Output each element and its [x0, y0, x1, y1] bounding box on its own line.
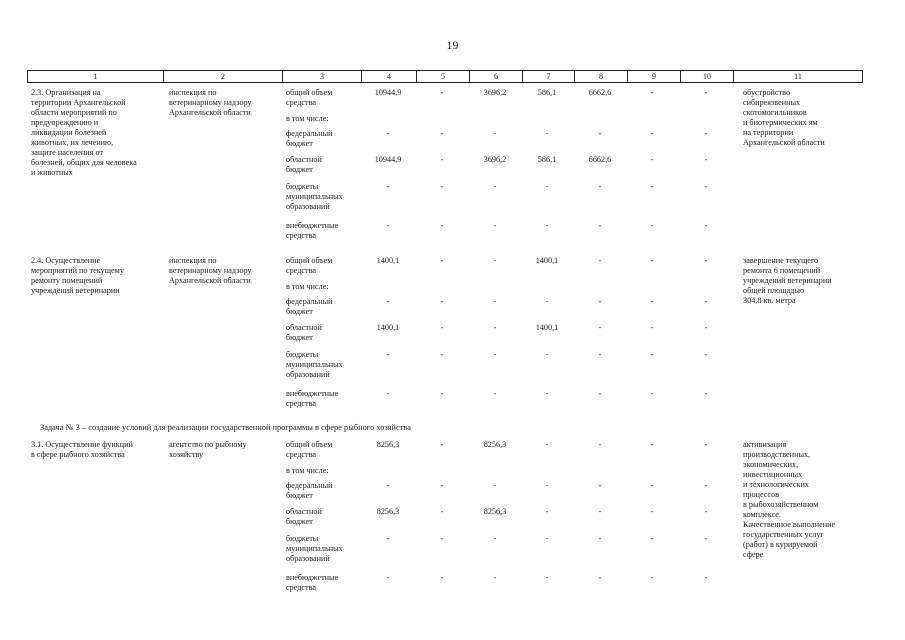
funding-value: -	[386, 350, 390, 359]
funding-value: -	[545, 389, 549, 398]
funding-value: -	[650, 155, 654, 164]
funding-value: -	[704, 182, 708, 191]
funding-value: -	[598, 182, 602, 191]
funding-value: -	[386, 129, 390, 138]
funding-value: -	[598, 389, 602, 398]
page-number: 19	[446, 38, 459, 52]
funding-source-label: федеральный бюджет	[286, 129, 333, 148]
event-description: 3.1. Осуществление функций в сфере рыбного хозяйства	[31, 440, 133, 459]
funding-value: 8256,3	[376, 507, 400, 516]
funding-value: -	[493, 297, 497, 306]
event-description: 2.4. Осуществление мероприятий по текущему ремонту помещений учреждений ветеринарии	[31, 256, 124, 295]
funding-value: -	[440, 182, 444, 191]
funding-value: -	[650, 129, 654, 138]
funding-value: 586,1	[537, 155, 557, 164]
funding-value: -	[440, 389, 444, 398]
funding-source-label: общий объем средства	[286, 88, 333, 107]
executor-name: инспекция по ветеринарному надзору Архангельской области	[169, 88, 252, 117]
funding-value: -	[704, 297, 708, 306]
funding-value: 1400,1	[535, 256, 559, 265]
funding-value: 586,1	[537, 88, 557, 97]
funding-value: -	[704, 350, 708, 359]
funding-source-label: областной бюджет	[286, 323, 322, 342]
funding-source-label: внебюджетные средства	[286, 221, 339, 240]
funding-source-label: общий объем средства	[286, 440, 333, 459]
event-description: 2.3. Организация на территории Архангельской области мероприятий по предупреждению и ликвидации болезней животных, их лечению, защите населения от болезней, общих для человека и животных	[31, 88, 137, 177]
column-header-9: 9	[628, 71, 681, 82]
funding-value: -	[650, 440, 654, 449]
executor-name: инспекция по ветеринарному надзору Архангельской области	[169, 256, 252, 285]
funding-value: -	[650, 323, 654, 332]
funding-value: -	[545, 350, 549, 359]
funding-source-label: областной бюджет	[286, 155, 322, 174]
column-header-5: 5	[417, 71, 470, 82]
funding-value: 3696,2	[483, 155, 507, 164]
funding-value: -	[598, 297, 602, 306]
funding-value: -	[440, 155, 444, 164]
funding-value: 1400,1	[535, 323, 559, 332]
funding-value: -	[598, 507, 602, 516]
funding-value: -	[545, 507, 549, 516]
funding-value: -	[650, 221, 654, 230]
task-heading: Задача № 3 – создание условий для реализации государственной программы в сфере рыбного хозяйства	[40, 423, 411, 432]
funding-value: 1400,1	[376, 256, 400, 265]
expected-result: обустройство сибиреязвенных скотомогильников и биотермических ям на территории Архангельской области	[743, 88, 825, 147]
funding-value: -	[650, 507, 654, 516]
funding-value: -	[598, 573, 602, 582]
funding-value: -	[650, 389, 654, 398]
funding-value: -	[704, 323, 708, 332]
funding-value: -	[704, 129, 708, 138]
funding-value: -	[650, 88, 654, 97]
funding-value: -	[598, 129, 602, 138]
funding-value: -	[440, 297, 444, 306]
funding-value: -	[493, 350, 497, 359]
column-header-row	[27, 70, 863, 83]
funding-value: -	[440, 481, 444, 490]
funding-value: -	[598, 481, 602, 490]
funding-value: -	[440, 534, 444, 543]
funding-value: -	[493, 481, 497, 490]
column-header-6: 6	[470, 71, 523, 82]
funding-value: -	[386, 573, 390, 582]
funding-value: -	[650, 534, 654, 543]
expected-result: завершение текущего ремонта 6 помещений учреждений ветеринарии общей площадью 304,8 кв. метра	[743, 256, 832, 305]
executor-name: агентство по рыбному хозяйству	[169, 440, 247, 459]
funding-source-label: внебюджетные средства	[286, 573, 339, 592]
funding-value: -	[440, 256, 444, 265]
funding-value: -	[598, 323, 602, 332]
funding-value: -	[704, 507, 708, 516]
funding-value: -	[704, 573, 708, 582]
funding-value: -	[440, 507, 444, 516]
funding-value: 8256,3	[483, 507, 507, 516]
funding-value: -	[440, 129, 444, 138]
funding-value: -	[440, 350, 444, 359]
funding-value: -	[704, 88, 708, 97]
funding-value: -	[598, 256, 602, 265]
funding-value: -	[650, 297, 654, 306]
funding-value: -	[493, 389, 497, 398]
column-header-3: 3	[283, 71, 362, 82]
funding-value: -	[386, 297, 390, 306]
funding-value: 10944,9	[374, 155, 402, 164]
funding-value: -	[704, 389, 708, 398]
funding-source-label: в том числе:	[286, 114, 329, 123]
funding-value: -	[386, 389, 390, 398]
funding-value: -	[493, 221, 497, 230]
column-header-1: 1	[28, 71, 164, 82]
funding-value: -	[650, 350, 654, 359]
funding-value: 8256,3	[376, 440, 400, 449]
funding-value: -	[598, 534, 602, 543]
column-header-10: 10	[681, 71, 734, 82]
funding-source-label: бюджеты муниципальных образований	[286, 350, 343, 379]
funding-value: 6662,6	[588, 88, 612, 97]
funding-source-label: бюджеты муниципальных образований	[286, 182, 343, 211]
column-header-8: 8	[575, 71, 628, 82]
funding-value: -	[493, 129, 497, 138]
funding-value: 8256,3	[483, 440, 507, 449]
funding-value: -	[704, 256, 708, 265]
funding-value: -	[704, 534, 708, 543]
funding-value: 3696,2	[483, 88, 507, 97]
funding-source-label: общий объем средства	[286, 256, 333, 275]
funding-value: -	[386, 534, 390, 543]
funding-value: -	[650, 182, 654, 191]
funding-value: -	[704, 440, 708, 449]
funding-source-label: областной бюджет	[286, 507, 322, 526]
column-header-7: 7	[523, 71, 575, 82]
funding-value: -	[704, 221, 708, 230]
funding-source-label: бюджеты муниципальных образований	[286, 534, 343, 563]
funding-value: -	[545, 182, 549, 191]
funding-value: -	[440, 440, 444, 449]
funding-value: -	[440, 88, 444, 97]
funding-value: -	[704, 155, 708, 164]
funding-value: -	[493, 256, 497, 265]
funding-value: -	[545, 129, 549, 138]
funding-source-label: внебюджетные средства	[286, 389, 339, 408]
funding-value: -	[440, 573, 444, 582]
funding-source-label: в том числе:	[286, 282, 329, 291]
funding-source-label: федеральный бюджет	[286, 481, 333, 500]
funding-value: -	[545, 297, 549, 306]
funding-value: -	[386, 182, 390, 191]
column-header-11: 11	[794, 72, 802, 81]
funding-value: -	[545, 534, 549, 543]
funding-value: -	[493, 323, 497, 332]
column-header-4: 4	[362, 71, 417, 82]
funding-value: -	[493, 182, 497, 191]
funding-value: -	[545, 481, 549, 490]
funding-value: -	[545, 440, 549, 449]
funding-value: -	[493, 534, 497, 543]
expected-result: активизация производственных, экономических, инвестиционных и технологических процессов в рыбохозяйственном комплексе. Качественное выполнение государственных услуг (работ) в курируемой сфере	[743, 440, 836, 559]
funding-value: -	[704, 481, 708, 490]
funding-value: -	[598, 350, 602, 359]
funding-value: -	[440, 221, 444, 230]
funding-source-label: в том числе:	[286, 466, 329, 475]
funding-value: -	[650, 256, 654, 265]
funding-value: -	[386, 481, 390, 490]
funding-value: -	[440, 323, 444, 332]
funding-value: -	[598, 440, 602, 449]
funding-source-label: федеральный бюджет	[286, 297, 333, 316]
funding-value: -	[545, 573, 549, 582]
funding-value: -	[650, 481, 654, 490]
funding-value: -	[650, 573, 654, 582]
funding-value: -	[386, 221, 390, 230]
funding-value: -	[598, 221, 602, 230]
funding-value: 10944,9	[374, 88, 402, 97]
column-header-2: 2	[164, 71, 283, 82]
funding-value: 1400,1	[376, 323, 400, 332]
funding-value: -	[493, 573, 497, 582]
funding-value: 6662,6	[588, 155, 612, 164]
funding-value: -	[545, 221, 549, 230]
